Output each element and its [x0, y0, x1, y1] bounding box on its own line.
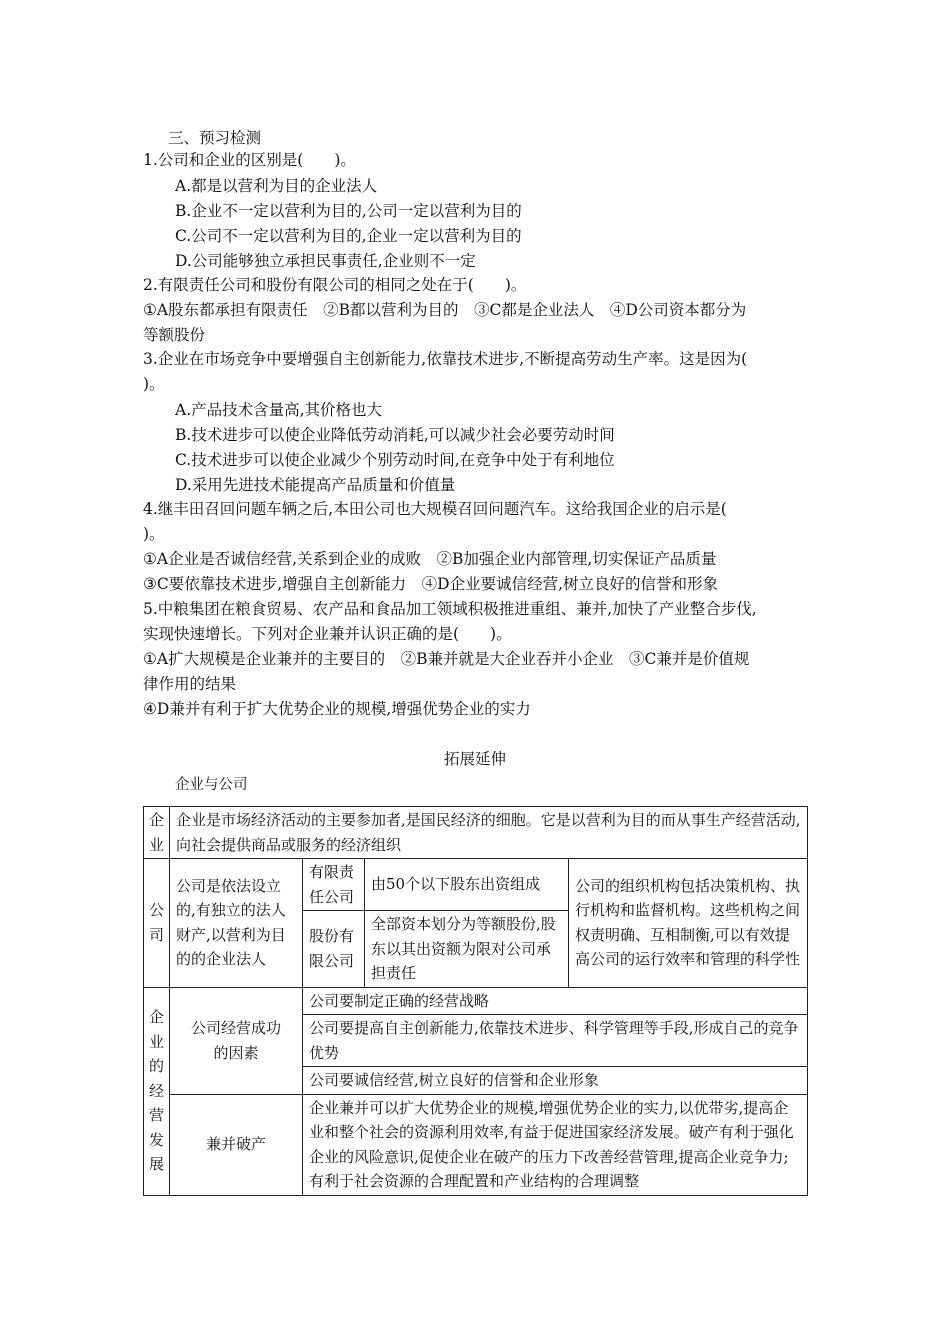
question-3-stem-line-1: 3.企业在市场竞争中要增强自主创新能力,依靠技术进步,不断提高劳动生产率。这是因为(: [143, 350, 748, 368]
question-3-stem-line-2: )。: [143, 375, 165, 393]
operation-label-cell: [144, 987, 170, 1195]
merger-text: 企业兼并可以扩大优势企业的规模,增强优势企业的实力,以优带劣,提高企业和整个社会的资源利用效率,有益于促进国家经济发展。破产有利于强化企业的风险意识,促使企业在破产的压力下改善经营管理,提高企业竞争力;有利于社会资源的合理配置和产业结构的合理调整: [303, 1094, 808, 1195]
success-factors-label: 公司经营成功的因素: [170, 987, 303, 1094]
extension-subtitle: 企业与公司: [175, 777, 248, 793]
question-1-option-d: D.公司能够独立承担民事责任,企业则不一定: [175, 252, 476, 270]
question-2-choices-line-2: 等额股份: [143, 326, 206, 344]
question-1-option-c: C.公司不一定以营利为目的,企业一定以营利为目的: [175, 227, 522, 245]
question-1-option-b: B.企业不一定以营利为目的,公司一定以营利为目的: [175, 202, 522, 220]
question-4-choices-line-1: ①A企业是否诚信经营,关系到企业的成败 ②B加强企业内部管理,切实保证产品质量: [143, 550, 717, 568]
enterprise-definition: 企业是市场经济活动的主要参加者,是国民经济的细胞。它是以营利为目的而从事生产经营活动,向社会提供商品或服务的经济组织: [170, 807, 808, 859]
enterprise-label-cell: [144, 807, 170, 859]
question-3-option-c: C.技术进步可以使企业减少个别劳动时间,在竞争中处于有利地位: [175, 451, 615, 469]
question-5-choices-line-1: ①A扩大规模是企业兼并的主要目的 ②B兼并就是大企业吞并小企业 ③C兼并是价值规: [143, 650, 750, 668]
extension-title: 拓展延伸: [443, 750, 506, 768]
llc-text: 由50个以下股东出资组成: [365, 859, 569, 911]
company-organization-text: 公司的组织机构包括决策机构、执行机构和监督机构。这些机构之间权责明确、互相制衡,可以有效提高公司的运行效率和管理的科学性: [569, 859, 808, 988]
table-row-merger: [144, 1094, 808, 1195]
jsc-text: 全部资本划分为等额股份,股东以其出资额为限对公司承担责任: [365, 911, 569, 988]
operation-label: 企业的经营发展: [149, 1008, 165, 1174]
question-4-choices-line-2: ③C要依靠技术进步,增强自主创新能力 ④D企业要诚信经营,树立良好的信誉和形象: [143, 575, 719, 593]
question-5-choices-line-3: ④D兼并有利于扩大优势企业的规模,增强优势企业的实力: [143, 700, 531, 718]
question-1-stem: 1.公司和企业的区别是( )。: [143, 151, 356, 169]
question-5-stem-line-1: 5.中粮集团在粮食贸易、农产品和食品加工领域积极推进重组、兼并,加快了产业整合步伐,: [143, 600, 757, 618]
company-label: 公司: [149, 901, 165, 944]
table-row-success-1: [144, 987, 808, 1015]
question-4-stem-line-2: )。: [143, 525, 165, 543]
question-3-option-a: A.产品技术含量高,其价格也大: [175, 401, 383, 419]
question-4-stem-line-1: 4.继丰田召回问题车辆之后,本田公司也大规模召回问题汽车。这给我国企业的启示是(: [143, 500, 727, 518]
success-factor-2: 公司要提高自主创新能力,依靠技术进步、科学管理等手段,形成自己的竞争优势: [303, 1015, 808, 1067]
enterprise-company-table: [143, 806, 808, 1196]
question-2-choices-line-1: ①A股东都承担有限责任 ②B都以营利为目的 ③C都是企业法人 ④D公司资本都分为: [143, 301, 747, 319]
jsc-label: 股份有限公司: [303, 911, 365, 988]
company-label-cell: [144, 859, 170, 988]
success-factor-1: 公司要制定正确的经营战略: [303, 987, 808, 1015]
section-title: 三、预习检测: [168, 129, 262, 147]
table-row-company-llc: [144, 859, 808, 911]
success-factor-3: 公司要诚信经营,树立良好的信誉和企业形象: [303, 1067, 808, 1095]
llc-label: 有限责任公司: [303, 859, 365, 911]
question-1-option-a: A.都是以营利为目的企业法人: [175, 177, 378, 195]
question-5-stem-line-2: 实现快速增长。下列对企业兼并认识正确的是( )。: [143, 625, 512, 643]
enterprise-label: 企业: [149, 811, 165, 854]
table-row-enterprise: [144, 807, 808, 859]
question-3-option-d: D.采用先进技术能提高产品质量和价值量: [175, 476, 456, 494]
company-definition: 公司是依法设立的,有独立的法人财产,以营利为目的的企业法人: [170, 859, 303, 988]
question-5-choices-line-2: 律作用的结果: [143, 675, 237, 693]
question-3-option-b: B.技术进步可以使企业降低劳动消耗,可以减少社会必要劳动时间: [175, 426, 615, 444]
question-2-stem: 2.有限责任公司和股份有限公司的相同之处在于( )。: [143, 276, 527, 294]
merger-label: 兼并破产: [170, 1094, 303, 1195]
